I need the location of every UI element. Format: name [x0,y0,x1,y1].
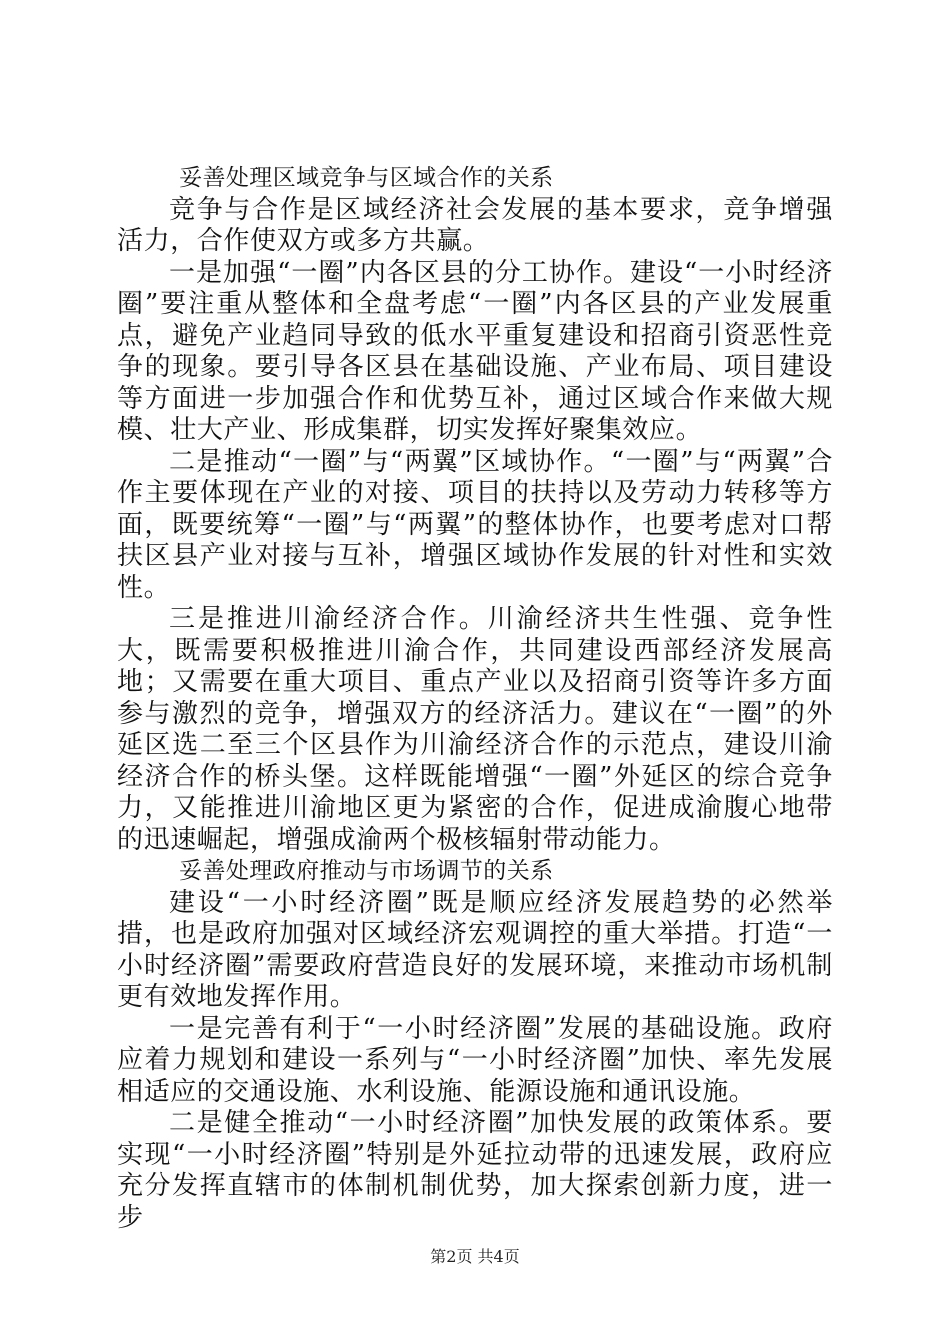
paragraph: 二是推动“一圈”与“两翼”区域协作。“一圈”与“两翼”合作主要体现在产业的对接、项目的扶持以及劳动力转移等方面，既要统筹“一圈”与“两翼”的整体协作，也要考虑对口帮扶区县产业对接与互补，增强区域协作发展的针对性和实效性。 [117,446,833,603]
document-body [117,163,833,1234]
paragraph: 一是加强“一圈”内各区县的分工协作。建设“一小时经济圈”要注重从整体和全盘考虑“一圈”内各区县的产业发展重点，避免产业趋同导致的低水平重复建设和招商引资恶性竞争的现象。要引导各区县在基础设施、产业布局、项目建设等方面进一步加强合作和优势互补，通过区域合作来做大规模、壮大产业、形成集群，切实发挥好聚集效应。 [117,257,833,445]
page-number: 第2页 共4页 [430,1247,520,1266]
paragraph: 三是推进川渝经济合作。川渝经济共生性强、竞争性大，既需要积极推进川渝合作，共同建设西部经济发展高地；又需要在重大项目、重点产业以及招商引资等许多方面参与激烈的竞争，增强双方的经济活力。建议在“一圈”的外延区选二至三个区县作为川渝经济合作的示范点，建设川渝经济合作的桥头堡。这样既能增强“一圈”外延区的综合竞争力，又能推进川渝地区更为紧密的合作，促进成渝腹心地带的迅速崛起，增强成渝两个极核辐射带动能力。 [117,604,833,855]
paragraph: 建设“一小时经济圈”既是顺应经济发展趋势的必然举措，也是政府加强对区域经济宏观调控的重大举措。打造“一小时经济圈”需要政府营造良好的发展环境，来推动市场机制更有效地发挥作用。 [117,887,833,1012]
section-heading: 妥善处理政府推动与市场调节的关系 [179,858,554,884]
section-heading: 妥善处理区域竞争与区域合作的关系 [179,165,554,191]
paragraph: 一是完善有利于“一小时经济圈”发展的基础设施。政府应着力规划和建设一系列与“一小时经济圈”加快、率先发展相适应的交通设施、水利设施、能源设施和通讯设施。 [117,1013,833,1107]
paragraph: 竞争与合作是区域经济社会发展的基本要求，竞争增强活力，合作使双方或多方共赢。 [117,194,833,256]
paragraph: 二是健全推动“一小时经济圈”加快发展的政策体系。要实现“一小时经济圈”特别是外延拉动带的迅速发展，政府应充分发挥直辖市的体制机制优势，加大探索创新力度，进一步 [117,1108,833,1233]
